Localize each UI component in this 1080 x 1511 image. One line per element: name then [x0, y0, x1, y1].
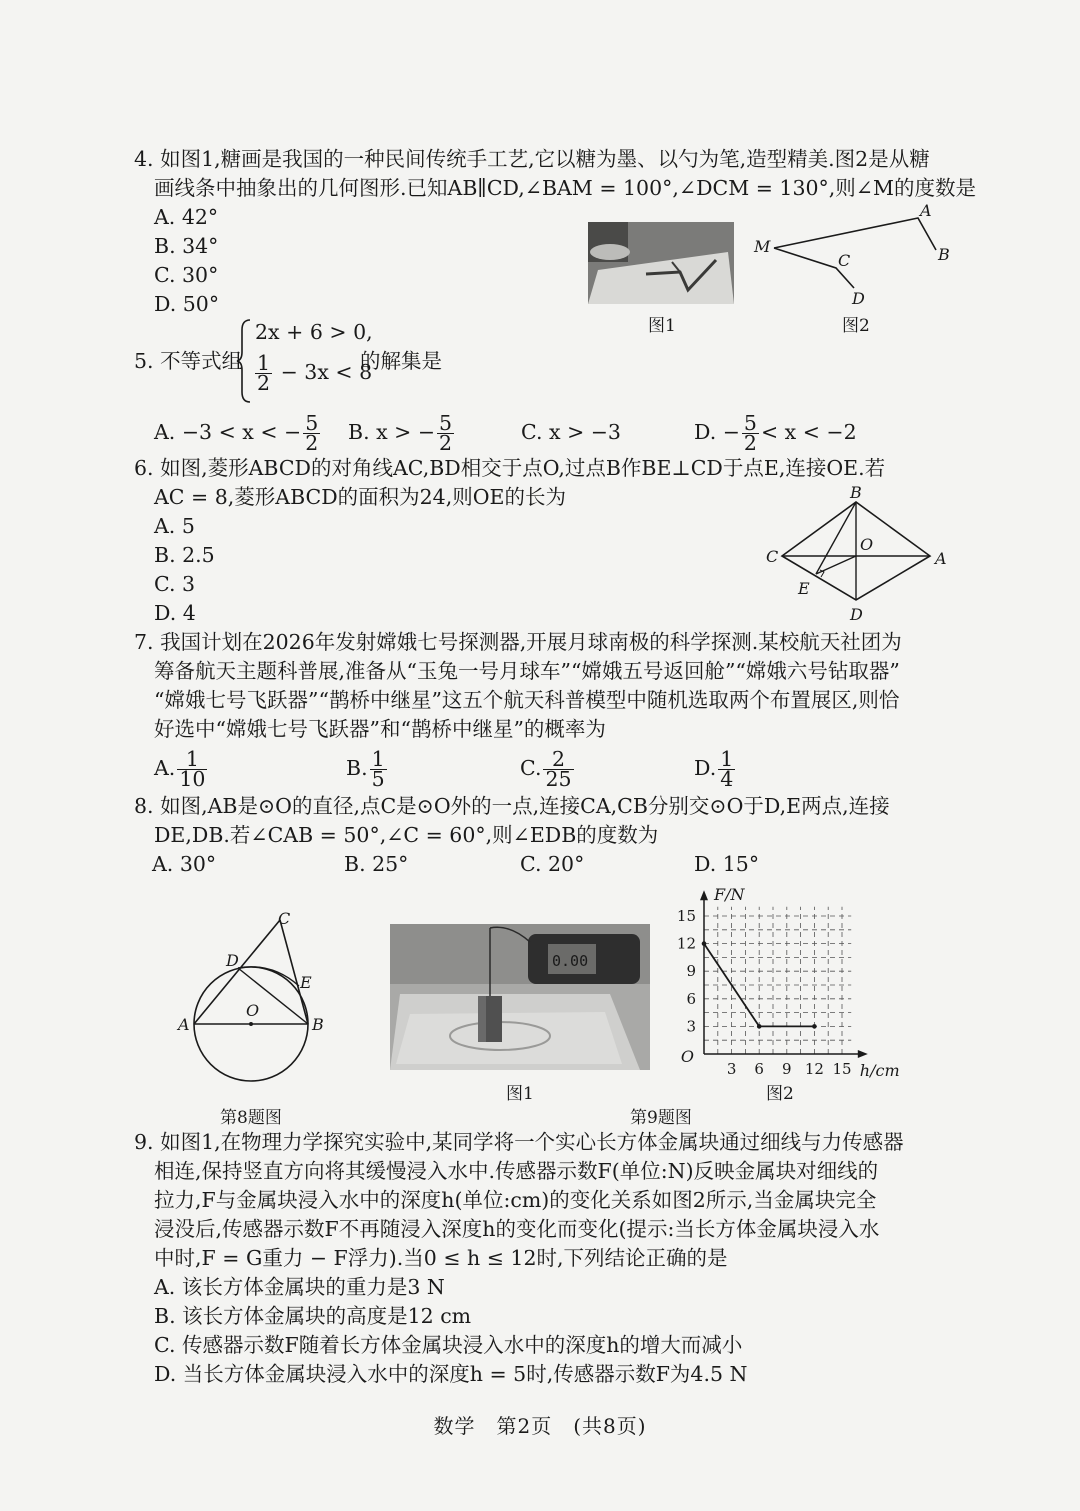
q8-label-o: O: [246, 1001, 260, 1020]
q4-label-m: M: [754, 237, 771, 256]
q6-option-c: C. 3: [154, 572, 196, 596]
q5-option-a-num: 5: [305, 411, 319, 435]
origin-label: O: [680, 1047, 694, 1066]
q6-label-e: E: [798, 579, 810, 598]
q6-option-b: B. 2.5: [154, 543, 215, 567]
x-tick-label: 9: [782, 1060, 792, 1078]
q5-option-a-text: A. −3 < x < −: [154, 420, 302, 444]
q7-option-a-num: 1: [177, 750, 207, 770]
q8-line-1: 8. 如图,AB是⊙O的直径,点C是⊙O外的一点,连接CA,CB分别交⊙O于D,E两点,连接: [134, 794, 890, 818]
q5-option-b-den: 2: [439, 431, 453, 455]
q4-label-c: C: [838, 251, 851, 270]
q7-option-a-label: A.: [154, 756, 176, 780]
q5-option-d: [694, 411, 857, 455]
q5-option-d-text: D. −: [694, 420, 740, 444]
q4-option-d: D. 50°: [154, 292, 220, 316]
q8-label-e: E: [300, 973, 312, 992]
q8-option-a: A. 30°: [152, 852, 217, 876]
q6-option-d: D. 4: [154, 601, 196, 625]
q5-inequality-2-rest: − 3x < 8: [280, 360, 373, 384]
q5-suffix: 的解集是: [360, 349, 442, 373]
q7-option-a: [154, 747, 209, 791]
q6-line-2: AC = 8,菱形ABCD的面积为24,则OE的长为: [154, 485, 567, 509]
q5-option-d-den: 2: [743, 431, 757, 455]
q8-label-a: A: [178, 1015, 190, 1034]
q9-sensor-display: 0.00: [552, 952, 589, 970]
q8-option-c: C. 20°: [520, 852, 585, 876]
q7-option-b: [346, 747, 389, 791]
data-point: [702, 941, 707, 946]
x-tick-label: 3: [726, 1060, 737, 1078]
q4-photo: [588, 222, 734, 304]
q7-option-b-label: B.: [346, 756, 368, 780]
q7-option-c-num: 2: [543, 750, 573, 770]
q7-option-b-den: 5: [371, 767, 385, 791]
q5-option-d-post: < x < −2: [760, 420, 857, 444]
q8-label-c: C: [278, 909, 291, 928]
q9-line-5: 中时,F = G重力 − F浮力).当0 ≤ h ≤ 12时,下列结论正确的是: [154, 1246, 728, 1270]
q9-option-a: A. 该长方体金属块的重力是3 N: [154, 1275, 445, 1299]
q5-option-b-text: B. x > −: [348, 420, 436, 444]
y-axis-label: F/N: [714, 885, 745, 905]
q4-fig2-caption: 图2: [842, 316, 870, 336]
q9-option-d: D. 当长方体金属块浸入水中的深度h = 5时,传感器示数F为4.5 N: [154, 1362, 748, 1386]
q7-option-d-num: 1: [720, 747, 734, 771]
q9-photo-drawing: [390, 924, 650, 1070]
q7-option-a-den: 10: [179, 767, 206, 791]
q7-option-d-label: D.: [694, 756, 717, 780]
q5-option-b: [348, 411, 456, 455]
q5-half-numerator: 1: [257, 351, 271, 375]
q6-label-c: C: [766, 547, 779, 566]
q4-line-2: 画线条中抽象出的几何图形.已知AB∥CD,∠BAM = 100°,∠DCM = 130°,则∠M的度数是: [154, 176, 976, 200]
q6-segment-be: [816, 502, 856, 574]
q4-photo-drawing: [588, 222, 734, 304]
q7-option-d: [694, 747, 737, 791]
q6-label-d: D: [850, 605, 863, 624]
q4-label-a: A: [920, 201, 932, 220]
q7-option-d-den: 4: [720, 767, 734, 791]
q5-brace: [238, 318, 252, 404]
data-point: [757, 1024, 762, 1029]
q7-option-b-num: 1: [371, 747, 385, 771]
q9-line-4: 浸没后,传感器示数F不再随浸入深度h的变化而变化(提示:当长方体金属块浸入水: [154, 1217, 880, 1241]
q5-prefix: 5. 不等式组: [134, 349, 243, 373]
q4-line-1: 4. 如图1,糖画是我国的一种民间传统手工艺,它以糖为墨、以勺为笔,造型精美.图2是从糖: [134, 147, 930, 171]
q5-option-d-num: 5: [743, 411, 757, 435]
x-tick-label: 15: [832, 1060, 852, 1078]
q8-line-bc: [280, 920, 308, 1024]
q8-line-ac: [194, 920, 280, 1024]
q6-label-b: B: [850, 483, 862, 502]
x-axis-label: h/cm: [859, 1061, 900, 1080]
q4-option-b: B. 34°: [154, 234, 219, 258]
x-tick-label: 6: [754, 1060, 764, 1078]
q8-option-b: B. 25°: [344, 852, 409, 876]
y-tick-label: 6: [686, 989, 696, 1008]
q7-line-2: 筹备航天主题科普展,准备从“玉兔一号月球车”“嫦娥五号返回舱”“嫦娥六号钻取器”: [154, 659, 900, 683]
q5-half-denominator: 2: [257, 371, 271, 395]
y-tick-label: 9: [686, 962, 696, 981]
q6-label-o: O: [860, 535, 874, 554]
q7-line-1: 7. 我国计划在2026年发射嫦娥七号探测器,开展月球南极的科学探测.某校航天社团为: [134, 630, 902, 654]
q6-label-a: A: [935, 549, 947, 568]
q4-option-c: C. 30°: [154, 263, 219, 287]
q8-label-b: B: [312, 1015, 324, 1034]
q8-circle-figure: [176, 910, 346, 1100]
q7-option-c: [520, 747, 576, 791]
q8-label-d: D: [226, 951, 239, 970]
q6-rhombus-figure: [760, 484, 960, 624]
y-tick-label: 15: [676, 907, 696, 925]
q9-photo-caption: 图1: [506, 1084, 534, 1104]
q5-option-a: [154, 411, 322, 455]
q5-option-b-num: 5: [439, 411, 453, 435]
q4-fig1-caption: 图1: [648, 316, 676, 336]
q9-line-2: 相连,保持竖直方向将其缓慢浸入水中.传感器示数F(单位:N)反映金属块对细线的: [154, 1159, 879, 1183]
q5-option-a-den: 2: [305, 431, 319, 455]
x-tick-label: 12: [804, 1060, 824, 1078]
y-tick-label: 12: [676, 934, 696, 953]
x-axis-arrow: [858, 1050, 868, 1058]
q9-option-c: C. 传感器示数F随着长方体金属块浸入水中的深度h的增大而减小: [154, 1333, 743, 1357]
data-point: [812, 1024, 817, 1029]
q5-inequality-1: 2x + 6 > 0,: [255, 320, 373, 344]
page-footer: 数学 第2页 (共8页): [433, 1414, 647, 1438]
q9-caption: 第9题图: [630, 1108, 692, 1128]
q9-line-3: 拉力,F与金属块浸入水中的深度h(单位:cm)的变化关系如图2所示,当金属块完全: [154, 1188, 877, 1212]
y-tick-label: 3: [686, 1017, 696, 1036]
q5-option-c: C. x > −3: [521, 420, 621, 444]
q7-line-4: 好选中“嫦娥七号飞跃器”和“鹊桥中继星”的概率为: [154, 717, 606, 741]
q9-line-1: 9. 如图1,在物理力学探究实验中,某同学将一个实心长方体金属块通过细线与力传感器: [134, 1130, 904, 1154]
q6-line-1: 6. 如图,菱形ABCD的对角线AC,BD相交于点O,过点B作BE⊥CD于点E,连接OE.若: [134, 456, 886, 480]
q4-fig2: [750, 198, 950, 308]
q4-option-a: A. 42°: [154, 205, 219, 229]
q5-inequality-2: [253, 351, 373, 395]
q8-line-2: DE,DB.若∠CAB = 50°,∠C = 60°,则∠EDB的度数为: [154, 823, 659, 847]
q4-label-b: B: [938, 245, 950, 264]
q8-option-d: D. 15°: [694, 852, 760, 876]
q8-caption: 第8题图: [220, 1108, 282, 1128]
q4-label-d: D: [852, 289, 865, 308]
q9-option-b: B. 该长方体金属块的高度是12 cm: [154, 1304, 472, 1328]
q9-photo: [390, 924, 650, 1070]
q4-fig2-line-ma-ab: [774, 218, 936, 250]
q7-line-3: “嫦娥七号飞跃器”“鹊桥中继星”这五个航天科普模型中随机选取两个布置展区,则恰: [154, 688, 900, 712]
q7-option-c-label: C.: [520, 756, 542, 780]
y-axis-arrow: [700, 890, 708, 900]
q7-option-c-den: 25: [545, 767, 572, 791]
q6-option-a: A. 5: [154, 514, 195, 538]
q9-graph: [678, 880, 908, 1080]
q9-graph-caption: 图2: [766, 1084, 794, 1104]
q8-center-point: [249, 1022, 253, 1026]
